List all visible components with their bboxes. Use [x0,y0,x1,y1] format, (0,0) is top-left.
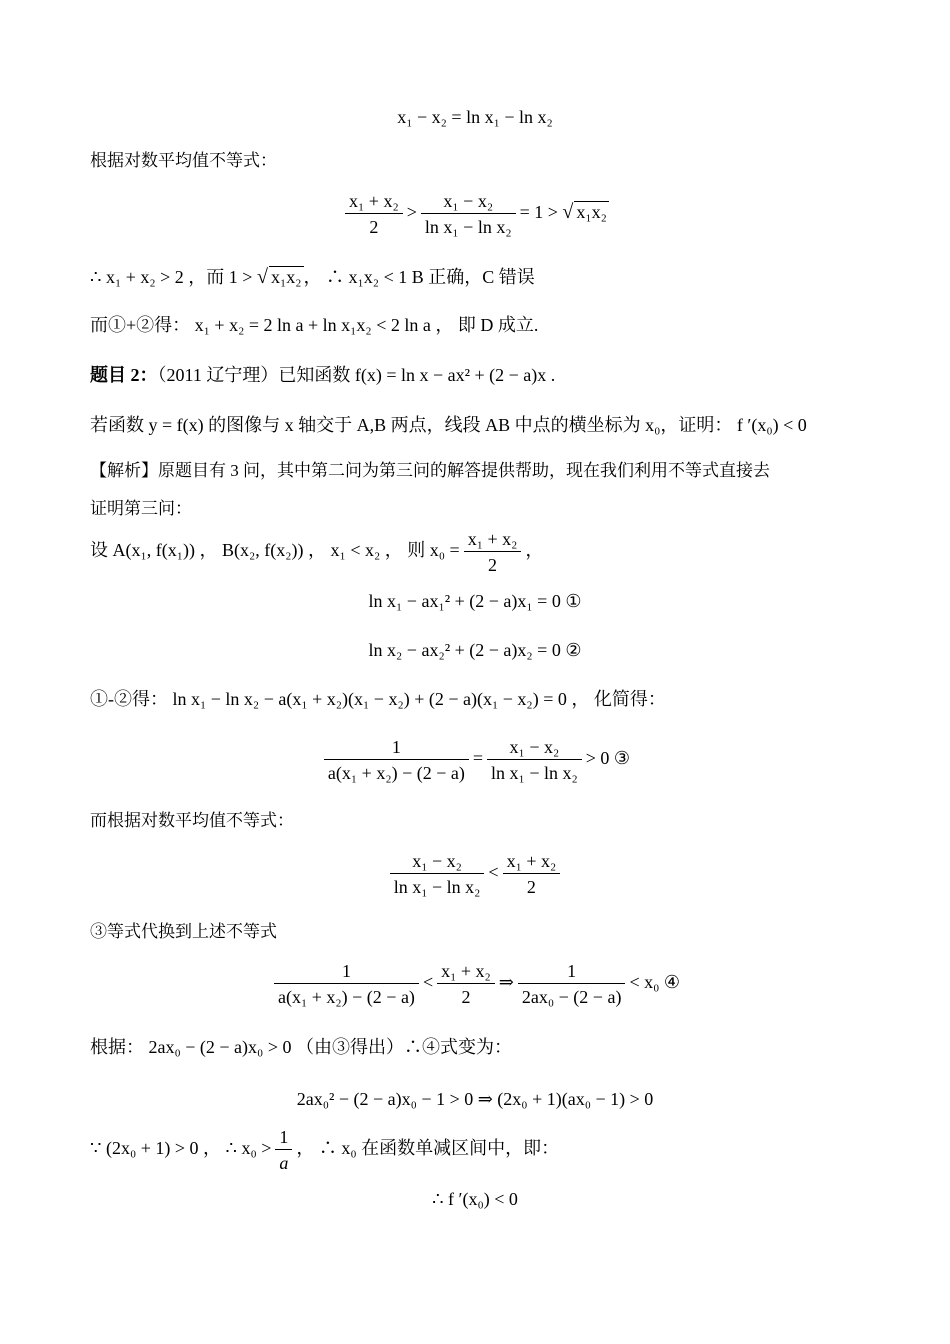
numerator: 1 [324,738,469,760]
equation-line [0,592,950,610]
equation-text: 2ax₀² − (2 − a)x₀ − 1 > 0 ⇒ (2x₀ + 1)(ax₀ − 1) > 0 [296,1089,654,1109]
operator: < [488,862,499,883]
paragraph-text: 根据对数平均值不等式： [90,151,277,170]
text-line [90,1038,512,1056]
paragraph-text: 而①+②得： x₁ + x₂ = 2 ln a + ln x₁x₂ < 2 ln a ， 即 D 成立. [90,315,539,335]
numerator: x₁ − x₂ [421,192,516,214]
radicand: x₁x₂ [270,267,302,287]
text-line [90,152,277,169]
equation-line [0,192,950,236]
numerator: x₁ − x₂ [487,738,582,760]
equation-text: ln x₂ − ax₂² + (2 − a)x₂ = 0 ② [368,640,582,660]
denominator: ln x₁ − ln x₂ [393,877,481,897]
operator: = [472,748,484,769]
equation-text: ln x₁ − ax₁² + (2 − a)x₁ = 0 ① [368,591,582,611]
fraction [345,192,403,236]
equation-line [0,1090,950,1108]
text-line [90,923,277,940]
text-line [90,690,666,708]
denominator: a(x₁ + x₂) − (2 − a) [277,987,415,1007]
paragraph-text: ∵ (2x₀ + 1) > 0 ， ∴ x₀ > [90,1138,272,1159]
paragraph-text: ①-②得： ln x₁ − ln x₂ − a(x₁ + x₂)(x₁ − x₂) + (2 − a)(x₁ − x₂) = 0 ， 化简得： [90,689,666,709]
fraction [390,852,485,896]
radicand: x₁x₂ [576,202,607,223]
fraction [324,738,469,782]
equation-line [0,1190,950,1208]
fraction [464,530,522,574]
sqrt-sign: √ [256,266,268,288]
equation-text: = 1 > [519,202,558,223]
fraction [421,192,516,236]
text-line [90,1128,559,1172]
equation-text: ∴ f ′(x₀) < 0 [432,1189,518,1209]
numerator: 1 [274,962,419,984]
equation-line [0,852,950,896]
problem-heading [90,366,555,384]
paragraph-text: 而根据对数平均值不等式： [90,811,294,830]
numerator: 1 [518,962,626,984]
fraction [437,962,495,1006]
numerator: x₁ + x₂ [464,530,522,552]
operator: < [422,972,434,993]
equation-text: > 0 ③ [585,748,631,769]
denominator: 2 [526,877,536,897]
equation-line [0,641,950,659]
equation-text: x₁ − x₂ = ln x₁ − ln x₂ [397,107,553,127]
paragraph-text: 根据： 2ax₀ − (2 − a)x₀ > 0 （由③得出）∴④式变为： [90,1037,512,1057]
equation-text: < x₀ ④ [629,972,681,993]
equation-line [0,962,950,1006]
text-line [90,316,538,334]
numerator: 1 [275,1128,292,1150]
text-line [90,812,294,829]
paragraph-text: 证明第三问： [90,499,192,518]
numerator: x₁ + x₂ [437,962,495,984]
paragraph-text: ③等式代换到上述不等式 [90,922,277,941]
paragraph-text: ， ∴ x₁x₂ < 1 B 正确，C 错误 [303,267,535,287]
paragraph-text: ∴ x₁ + x₂ > 2 ，而 1 > [90,267,253,287]
denominator: a [279,1153,289,1173]
numerator: x₁ + x₂ [503,852,561,874]
text-line [90,500,192,517]
text-line [90,462,770,479]
paragraph-text: 设 A(x₁, f(x₁)) ， B(x₂, f(x₂)) ， x₁ < x₂ ， 则 x₀ = [90,540,460,561]
text-line [90,416,807,434]
numerator: x₁ + x₂ [345,192,403,214]
sqrt-sign: √ [562,201,574,224]
text-line [90,266,535,287]
equation-line [0,108,950,126]
paragraph-text: ， ∴ x₀ 在函数单减区间中，即： [296,1138,560,1159]
denominator: a(x₁ + x₂) − (2 − a) [327,763,465,783]
equation-line [0,738,950,782]
denominator: 2ax₀ − (2 − a) [521,987,622,1007]
fraction [275,1128,292,1172]
fraction [518,962,626,1006]
problem-text: （2011 辽宁理）已知函数 f(x) = ln x − ax² + (2 − a)x . [157,365,556,385]
denominator: 2 [488,555,498,575]
denominator: 2 [369,217,379,237]
denominator: ln x₁ − ln x₂ [424,217,512,237]
paragraph-text: 若函数 y = f(x) 的图像与 x 轴交于 A,B 两点，线段 AB 中点的横坐标为 x₀，证明： f ′(x₀) < 0 [90,415,807,435]
denominator: 2 [461,987,471,1007]
fraction [274,962,419,1006]
problem-label: 题目 2： [90,365,158,385]
text-line [90,530,543,574]
fraction [487,738,582,782]
denominator: ln x₁ − ln x₂ [491,763,578,783]
paragraph-text: 【解析】原题目有 3 问，其中第二问为第三问的解答提供帮助，现在我们利用不等式直接去 [90,461,770,480]
operator: > [406,202,417,223]
numerator: x₁ − x₂ [390,852,485,874]
fraction [503,852,561,896]
paragraph-text: ， [525,540,544,561]
operator: ⇒ [498,972,514,993]
